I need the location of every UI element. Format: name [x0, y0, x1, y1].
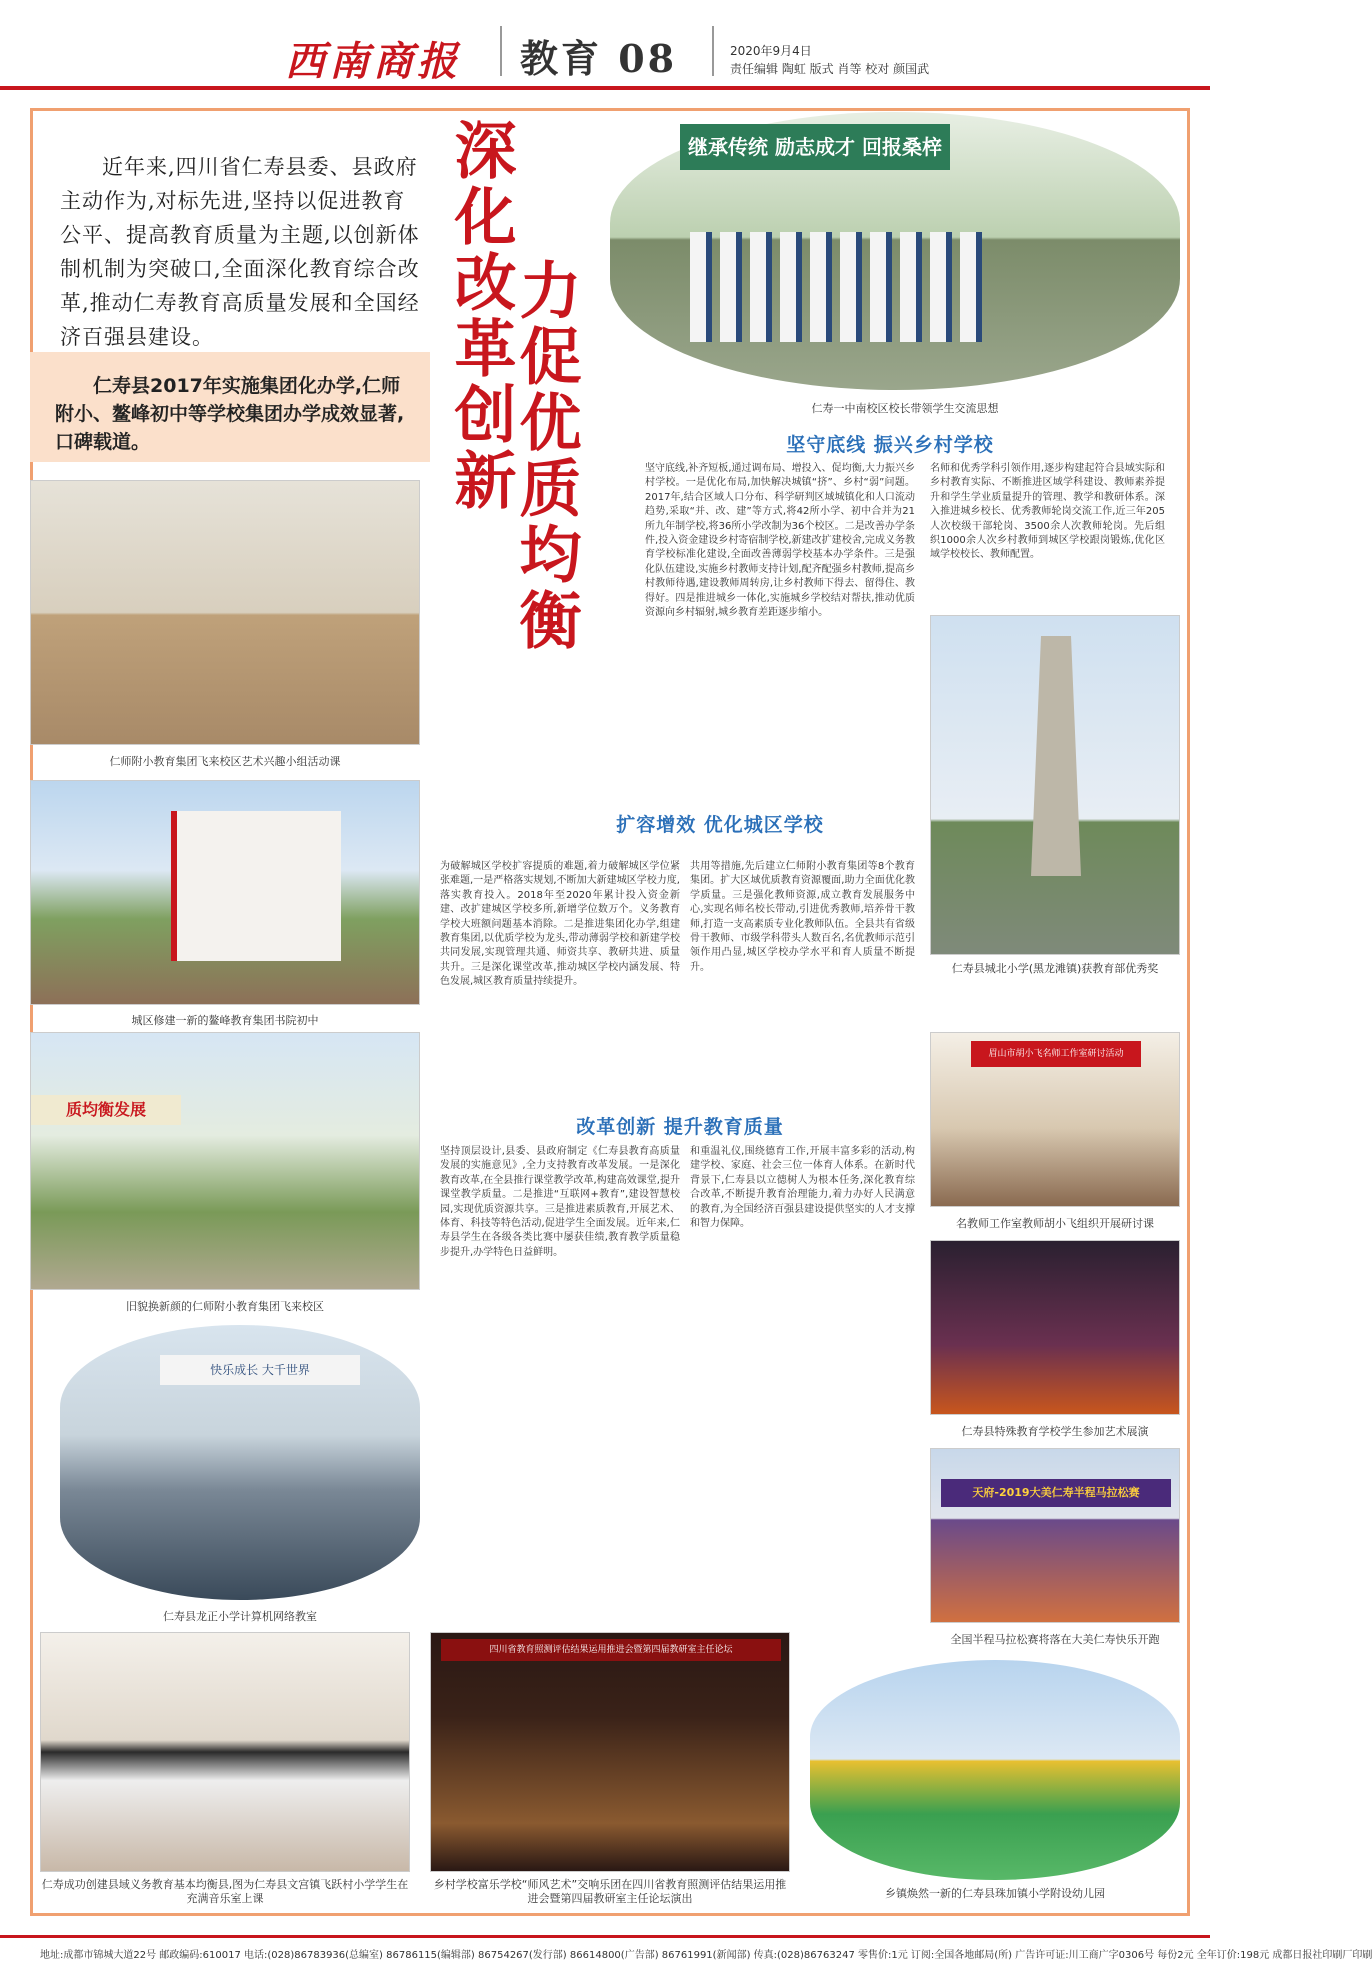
edition-meta — [730, 42, 929, 78]
edition-date: 2020年9月4日 — [730, 44, 812, 58]
photo-computer-lab — [60, 1325, 420, 1600]
section-heading: 改革创新 提升教育质量 — [576, 1116, 784, 1138]
photo-orchestra — [430, 1632, 790, 1872]
section-title: 教育 08 — [520, 36, 678, 81]
caption: 乡镇焕然一新的仁寿县珠加镇小学附设幼儿园 — [885, 1887, 1105, 1900]
photo-monument — [930, 615, 1180, 955]
caption: 仁师附小教育集团飞来校区艺术兴趣小组活动课 — [109, 755, 341, 768]
article-text: 坚守底线,补齐短板,通过调布局、增投入、促均衡,大力振兴乡村学校。一是优化布局,加快解决城镇“挤”、乡村“弱”问题。2017年,结合区域人口分布、科学研判区域城镇化和人口流动趋势,采取“并、改、建”等方式,将42所小学、初中合并为21所九年制学校,将36所小学改制为36个校区。二是改善办学条件,投入资金建设乡村寄宿制学校,新建改扩建校舍,完成义务教育学校标准化建设,全面改善薄弱学校基本办学条件。三是强化队伍建设,实施乡村教师支持计划,配齐配强乡村教师,提高乡村教师待遇,建设教师周转房,让乡村教师下得去、留得住、教得好。四是推进城乡一体化,实施城乡学校结对帮扶,推动优质资源向乡村辐射,城乡教育差距逐步缩小。 — [645, 463, 915, 619]
photo-art-performance — [930, 1240, 1180, 1415]
headline-col2: 力促优质均衡 — [509, 258, 582, 654]
caption: 全国半程马拉松赛将落在大美仁寿快乐开跑 — [950, 1633, 1160, 1646]
banner-text: 四川省教育照测评估结果运用推进会暨第四届教研室主任论坛 — [441, 1639, 781, 1661]
article-text: 名师和优秀学科引领作用,逐步构建起符合县域实际和乡村教育实际、不断推进区域学科建设、教师素养提升和学生学业质量提升的管理、教学和教研体系。深入推进城乡校长、优秀教师轮岗交流工作,近三年205人次校级干部轮岗、3500余人次教师轮岗。先后组织1000余人次乡村教师到城区学校跟岗锻炼,优化区域学校校长、教师配置。 — [930, 463, 1165, 561]
banner-text: 眉山市胡小飞名师工作室研讨活动 — [971, 1041, 1141, 1067]
caption: 名教师工作室教师胡小飞组织开展研讨课 — [956, 1217, 1154, 1230]
edition-editors: 责任编辑 陶虹 版式 肖等 校对 颜国武 — [730, 62, 930, 76]
student-group — [690, 232, 990, 342]
banner-text: 天府-2019大美仁寿半程马拉松赛 — [941, 1479, 1171, 1507]
photo-music-class — [40, 1632, 410, 1872]
caption: 仁寿县龙正小学计算机网络教室 — [163, 1610, 317, 1623]
article-text: 和重温礼仪,围绕德育工作,开展丰富多彩的活动,构建学校、家庭、社会三位一体育人体系。在新时代背景下,仁寿县以立德树人为根本任务,深化教育综合改革,不断提升教育治理能力,着力办好人民满意的教育,为全国经济百强县建设提供坚实的人才支撑和智力保障。 — [690, 1146, 915, 1230]
caption: 仁寿县特殊教育学校学生参加艺术展演 — [961, 1425, 1149, 1438]
article-text: 坚持顶层设计,县委、县政府制定《仁寿县教育高质量发展的实施意见》,全力支持教育改革发展。一是深化教育改革,在全县推行课堂教学改革,构建高效课堂,提升课堂教学质量。二是推进“互联网+教育”,建设智慧校园,实现优质资源共享。三是推进素质教育,开展艺术、体育、科技等特色活动,促进学生全面发展。近年来,仁寿县学生在各级各类比赛中屡获佳绩,教育教学质量稳步提升,办学特色日益鲜明。 — [440, 1146, 680, 1258]
article-text: 为破解城区学校扩容提质的难题,着力破解城区学位紧张难题,一是严格落实规划,不断加大新建城区学校力度,落实教育投入。2018年至2020年累计投入资金新建、改扩建城区学校多所,新增学位数万个。义务教育学校大班额问题基本消除。二是推进集团化办学,组建教育集团,以优质学校为龙头,带动薄弱学校和新建学校共同发展,实现管理共通、师资共享、教研共进、质量共升。三是深化课堂改革,推动城区学校内涵发展、特色发展,城区教育质量持续提升。 — [440, 861, 680, 988]
footer: 地址:成都市锦城大道22号 邮政编码:610017 电话:(028)86783936(总编室) 86786115(编辑部) 86754267(发行部) 86614800(广告部) 86761991(新闻部) 传真:(028)86763247 零售价:1元 订阅:全国各地邮局(所) 广告许可证:川工商广字0306号 每份2元 全年订价:198元 成都日报社印刷厂印刷 — [0, 1935, 1210, 1966]
caption: 仁寿成功创建县域义务教育基本均衡县,图为仁寿县文宫镇飞跃村小学学生在充满音乐室上课 — [41, 1878, 409, 1905]
section-heading: 坚守底线 振兴乡村学校 — [786, 434, 994, 456]
photo-art-class — [30, 480, 420, 745]
caption: 乡村学校富乐学校“师风艺术”交响乐团在四川省教育照测评估结果运用推进会暨第四届教研室主任论坛演出 — [433, 1878, 787, 1905]
divider — [712, 26, 714, 76]
caption: 城区修建一新的鳌峰教育集团书院初中 — [131, 1014, 319, 1027]
monument — [1031, 636, 1081, 876]
section-heading: 扩容增效 优化城区学校 — [616, 814, 824, 836]
newspaper-logo: 西南商报 — [285, 38, 461, 85]
article-text: 共用等措施,先后建立仁师附小教育集团等8个教育集团。扩大区域优质教育资源覆面,助力全面优化教学质量。三是强化教师资源,成立教育发展服务中心,实现名师名校长带动,引进优秀教师,培养骨干教师,打造一支高素质专业化教师队伍。全县共有省级骨干教师、市级学科带头人数百名,名优教师示范引领作用凸显,城区学校办学水平和育人质量不断提升。 — [690, 861, 915, 973]
highlight-text: 仁寿县2017年实施集团化办学,仁师附小、鳌峰初中等学校集团办学成效显著,口碑载道。 — [55, 375, 405, 453]
headline-col1: 深化改革创新 — [444, 118, 517, 514]
photo-marathon — [930, 1448, 1180, 1623]
building — [171, 811, 341, 961]
photo-teacher-meeting — [930, 1032, 1180, 1207]
banner-text: 快乐成长 大千世界 — [160, 1355, 360, 1385]
banner-text: 继承传统 励志成才 回报桑梓 — [680, 124, 950, 170]
intro-paragraph: 近年来,四川省仁寿县委、县政府主动作为,对标先进,坚持以促进教育公平、提高教育质量为主题,以创新体制机制为突破口,全面深化教育综合改革,推动仁寿教育高质量发展和全国经济百强县建设。 — [60, 155, 420, 349]
banner-text: 质均衡发展 — [31, 1095, 181, 1125]
photo-students-principal — [610, 112, 1180, 390]
divider — [500, 26, 502, 76]
photo-campus-stairs — [30, 1032, 420, 1290]
caption: 仁寿一中南校区校长带领学生交流思想 — [811, 402, 999, 415]
photo-kindergarten — [810, 1660, 1180, 1880]
caption: 仁寿县城北小学(黑龙滩镇)获教育部优秀奖 — [951, 962, 1159, 975]
caption: 旧貌换新颜的仁师附小教育集团飞来校区 — [126, 1300, 324, 1313]
photo-school-building — [30, 780, 420, 1005]
